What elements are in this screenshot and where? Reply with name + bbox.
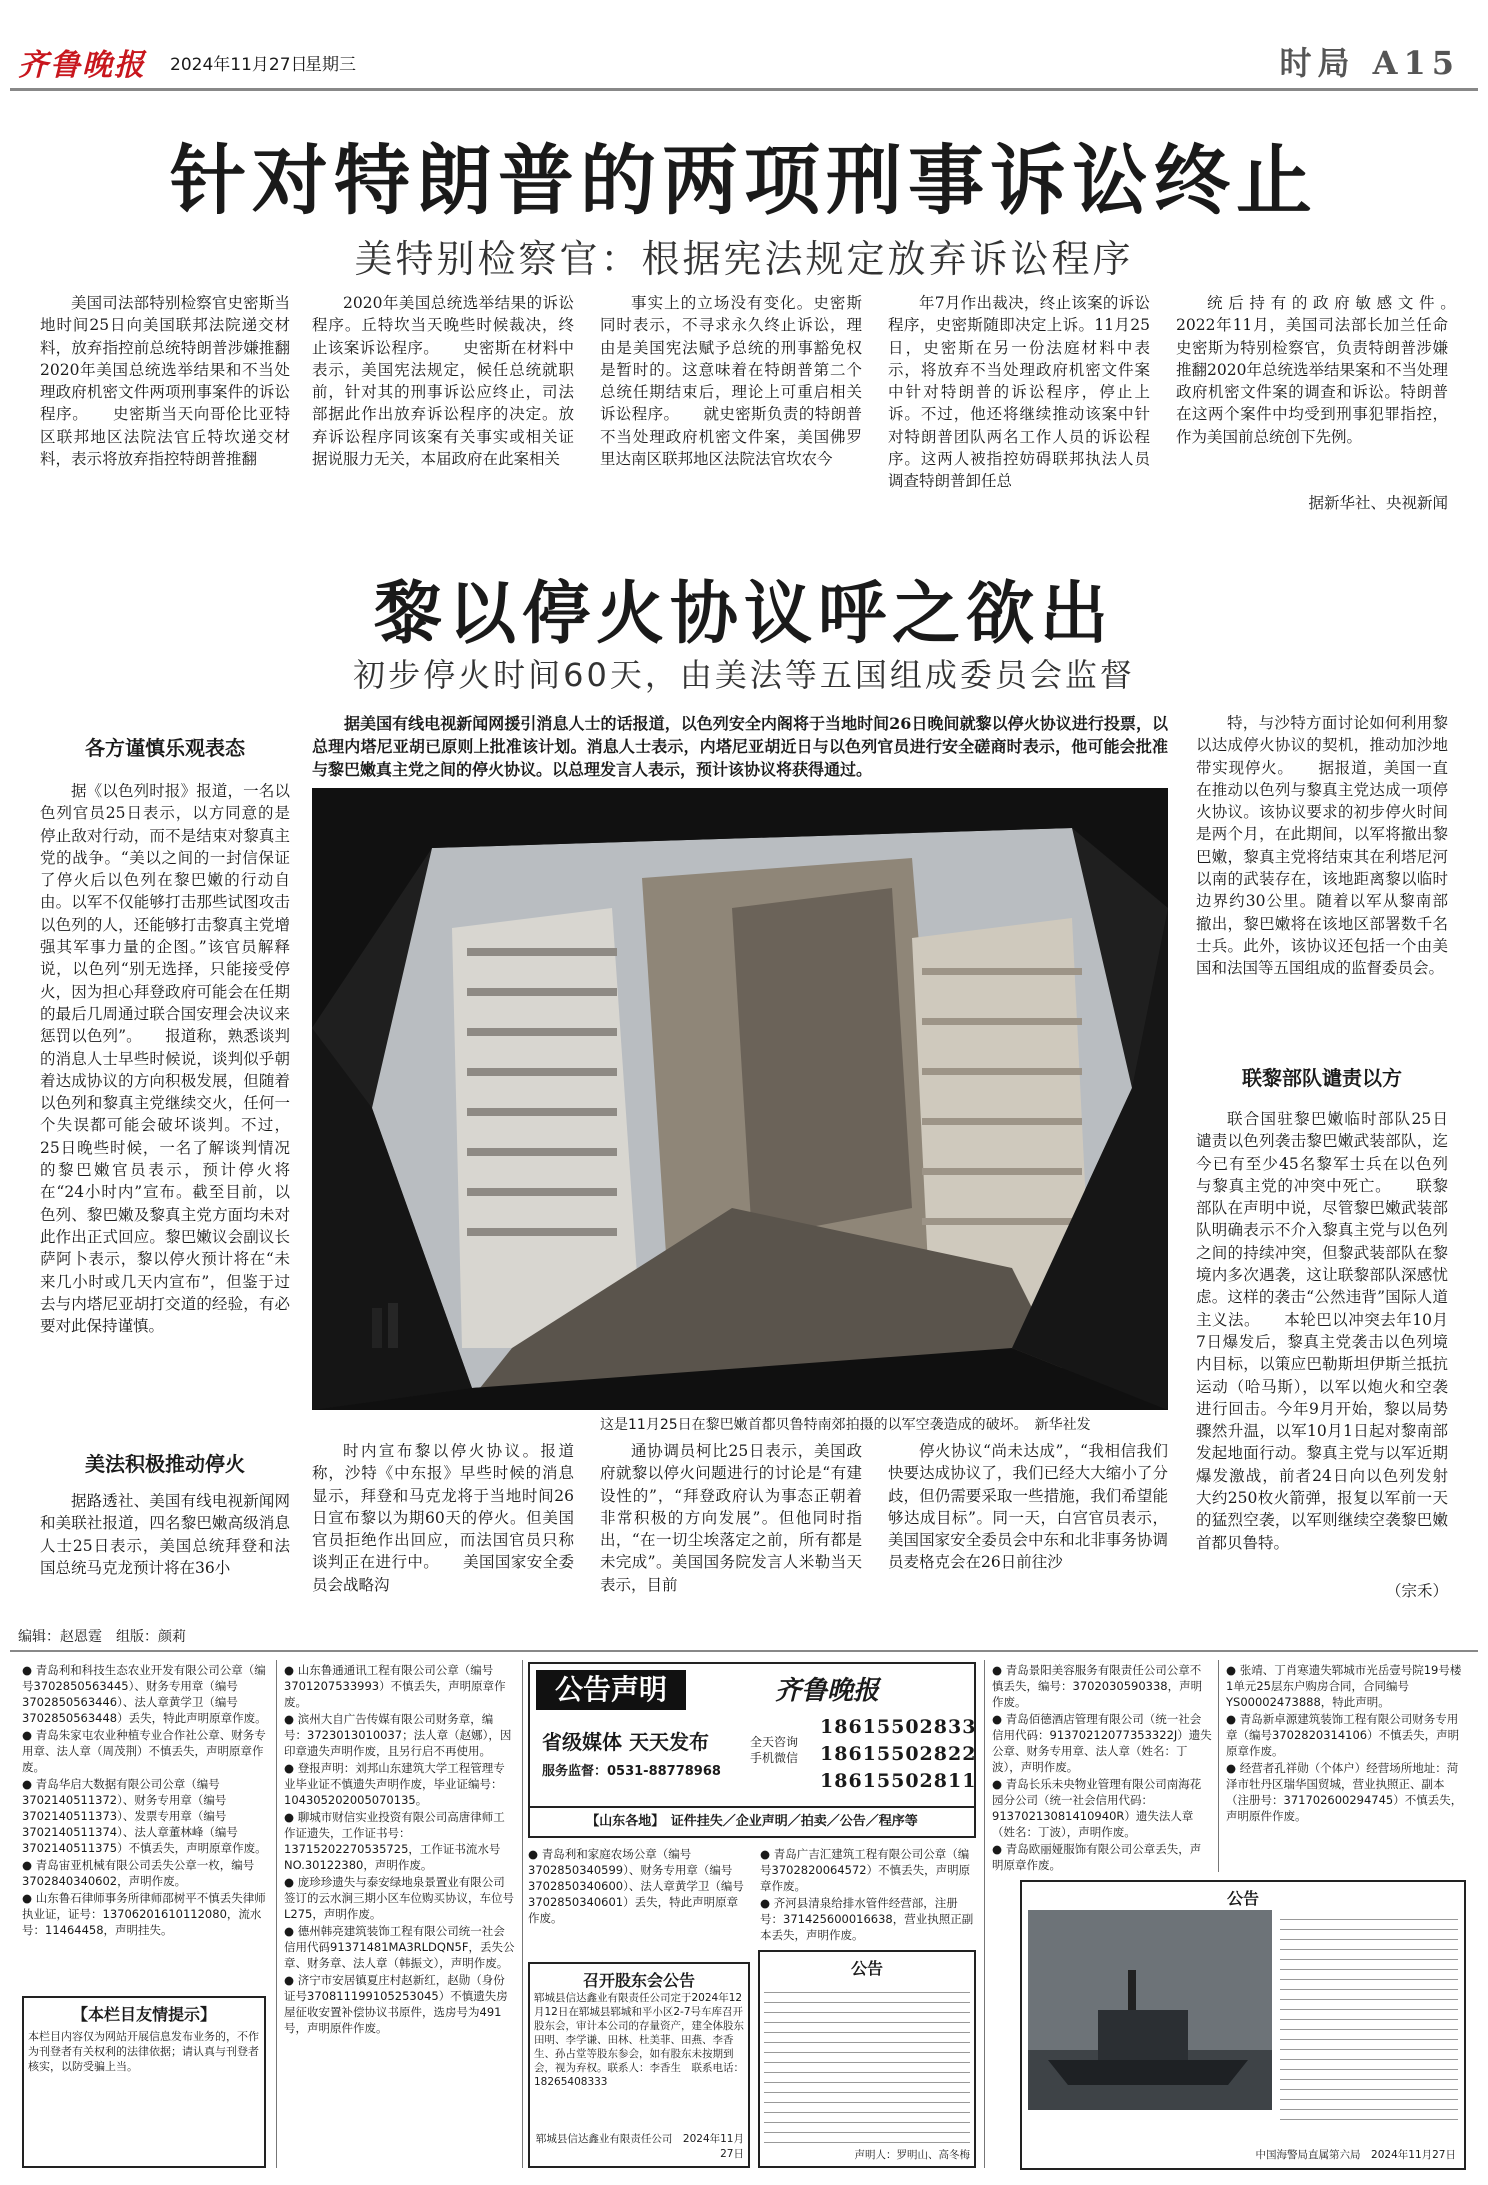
article1-col5: 统后持有的政府敏感文件。 2022年11月，美国司法部长加兰任命史密斯为特别检察官，负责特朗普涉嫌推翻2020年总统选举结果案和不当处理政府机密文件案的调查和诉讼。特朗普在这两个案件中均受到刑事犯罪指控，作为美国前总统创下先例。 — [1176, 294, 1480, 446]
ads-col1 — [22, 1662, 270, 1987]
notice3-sign: 中国海警局直属第六局 2024年11月27日 — [1255, 2149, 1456, 2161]
article2-lead: 据美国有线电视新闻网援引消息人士的话报道，以色列安全内阁将于当地时间26日晚间就黎以停火协议进行投票，以总理内塔尼亚胡已原则上批准该计划。消息人士表示，内塔尼亚胡近日与以色列官员进行安全磋商时表示，他可能会批准与黎巴嫩真主党之间的停火协议。以总理发言人表示，预计该协议将获得通过。 — [312, 714, 1168, 779]
ads-divider — [522, 1660, 523, 2168]
notice2-title: 公告 — [850, 1959, 883, 1978]
announcement-ad-box — [528, 1662, 976, 1838]
ad-item: ● 青岛长乐未央物业管理有限公司南海花园分公司（统一社会信用代码：91370213081410940R）遗失法人章（姓名：丁波），声明作废。 — [992, 1776, 1212, 1840]
ads-divider — [984, 1660, 985, 2168]
article2-right-col2: 联合国驻黎巴嫩临时部队25日谴责以色列袭击黎巴嫩武装部队，迄今已有至少45名黎军士兵在以色列与黎真主党的冲突中死亡。 联黎部队在声明中说，尽管黎巴嫩武装部队明确表示不介入黎真主党与以色列之间的持续冲突，但黎武装部队在黎境内多次遇袭，这让联黎部队深感忧虑。这样的袭击“公然违背”国际人道主义法。 本轮巴以冲突去年10月7日爆发后，黎真主党袭击以色列境内目标，以策应巴勒斯坦伊斯兰抵抗运动（哈马斯），以军以炮火和空袭进行回击。今年9月开始，黎以局势骤然升温，以军10月1日起对黎南部发起地面行动。黎真主党与以军近期爆发激战，前者24日向以色列发射大约250枚火箭弹，报复以军前一天的猛烈空袭，以军则继续空袭黎巴嫩首都贝鲁特。 — [1196, 1110, 1448, 1552]
article2-bottom-col1: 时内宣布黎以停火协议。报道称，沙特《中东报》早些时候的消息显示，拜登和马克龙将于当地时间26日宣布黎以为期60天的停火。但美国官员拒绝作出回应，而法国官员只称谈判正在进行中。 美国国家安全委员会战略沟 — [312, 1442, 574, 1594]
ads-col3b — [760, 1846, 976, 1946]
ads-col2 — [284, 1662, 516, 2168]
article2-subhead: 初步停火时间60天，由美法等五国组成委员会监督 — [353, 656, 1135, 694]
notice3-title: 公告 — [1226, 1889, 1259, 1908]
meeting-text: 郓城县信达鑫业有限责任公司定于2024年12月12日在郓城县郓城和平小区2-7号车库召开股东会，审计本公司的存量资产，建全体股东田明、李学谦、田林、杜美菲、田燕、李香生、孙占堂等股东参会，如有股东未按期到会，视为弃权。联系人：李香生 联系电话：18265408333 — [534, 1992, 744, 2088]
phone-number: 18615502811 — [820, 1770, 977, 1792]
announcement-logo: 齐鲁晚报 — [775, 1676, 880, 1706]
article2-bottom-col2: 通协调员柯比25日表示，美国政府就黎以停火问题进行的讨论是“有建设性的”，“拜登政府认为事态正朝着非常积极的方向发展”。但他同时指出，“在一切尘埃落定之前，所有都是未完成”。美国国务院发言人米勒当天表示，目前 — [600, 1442, 862, 1594]
photo-illustration — [312, 788, 1168, 1410]
masthead-rule — [10, 88, 1478, 91]
article2-headline: 黎以停火协议呼之欲出 — [373, 574, 1114, 654]
ads-col3a — [528, 1846, 748, 1956]
article1-col3: 事实上的立场没有变化。史密斯同时表示，不寻求永久终止诉讼，理由是美国宪法赋予总统的刑事豁免权是暂时的。这意味着在特朗普第二个总统任期结束后，理论上可重启相关诉讼程序。 就史密斯负责的特朗普不当处理政府机密文件案，美国佛罗里达南区联邦地区法院法官坎农今 — [600, 294, 862, 469]
meeting-title: 召开股东会公告 — [582, 1971, 695, 1990]
notice-box — [22, 1996, 266, 2168]
subhead-cautious: 各方谨慎乐观表态 — [85, 736, 245, 760]
article2-bottom-col3: 停火协议“尚未达成”，“我相信我们快要达成协议了，我们已经大大缩小了分歧，但仍需要采取一些措施，我们希望能够达成目标”。同一天，白宫官员表示，美国国家安全委员会中东和北非事务协调员麦格克会在26日前往沙 — [888, 1442, 1168, 1572]
vessel-illustration — [1028, 1910, 1272, 2110]
announcement-tagline: 省级媒体 天天发布 — [542, 1730, 709, 1754]
meeting-sign: 郓城县信达鑫业有限责任公司 2024年11月27日 — [535, 2133, 744, 2160]
notice-text: 本栏目内容仅为网站开展信息发布业务的，不作为刊登者有关权利的法律依据；请认真与刊登者核实，以防受骗上当。 — [28, 2030, 259, 2073]
subhead-unifil: 联黎部队谴责以方 — [1242, 1066, 1402, 1090]
article2-left-col: 据《以色列时报》报道，一名以色列官员25日表示，以方同意的是停止敌对行动，而不是结束对黎真主党的战争。“美以之间的一封信保证了停火后以色列在黎巴嫩的行动自由。以军不仅能够打击那些试图攻击以色列的人，还能够打击黎真主党增强其军事力量的企图。”该官员解释说，以色列“别无选择，只能接受停火，因为担心拜登政府可能会在任期的最后几周通过联合国安理会决议来惩罚以色列”。 报道称，熟悉谈判的消息人士早些时候说，谈判似乎朝着达成协议的方向积极发展，但随着以色列和黎真主党继续交火，任何一个失误都可能会破坏谈判。不过，25日晚些时候，一名了解谈判情况的黎巴嫩官员表示，预计停火将在“24小时内”宣布。截至目前，以色列、黎巴嫩及黎真主党方面均未对此作出正式回应。黎巴嫩议会副议长萨阿卜表示，黎以停火预计将在“未来几小时或几天内宣布”，但鉴于过去与内塔尼亚胡打交道的经验，有必要对此保持谨慎。 — [40, 782, 290, 1336]
notice3-text-block — [1280, 1910, 1458, 2120]
ad-item: ● 青岛佰德酒店管理有限公司（统一社会信用代码：91370212077353322J）遗失公章、财务专用章、法人章（姓名：丁波），声明作废。 — [992, 1711, 1212, 1775]
ad-item: ● 德州韩亮建筑装饰工程有限公司统一社会信用代码91371481MA3RLDQN5F，丢失公章、财务章、法人章（韩振文），声明作废。 — [284, 1923, 516, 1971]
ad-item: ● 滨州大自广告传媒有限公司财务章，编号：3723013010037；法人章（赵娜），因印章遗失声明作废，且另行启不再使用。 — [284, 1711, 516, 1759]
ad-item: ● 聊城市财信实业投资有限公司高唐律师工作证遗失，工作证书号：13715202270535725，工作证书流水号NO.30122380，声明作废。 — [284, 1809, 516, 1873]
section-page: 时局 A15 — [1279, 44, 1460, 82]
article1-col2: 2020年美国总统选举结果的诉讼程序。丘特坎当天晚些时候裁决，终止该案诉讼程序。 史密斯在材料中表示，美国宪法规定，候任总统就职前，针对其的刑事诉讼应终止，司法部据此作出放弃诉讼程序的决定。放弃诉讼程序同该案有关事实或相关证据说服力无关，本届政府在此案相关 — [312, 294, 574, 469]
ad-item: ● 山东鲁通通讯工程有限公司公章（编号3701207533993）不慎丢失，声明原章作废。 — [284, 1662, 516, 1710]
ad-item: ● 青岛利和家庭农场公章（编号3702850340599）、财务专用章（编号3702850340600）、法人章黄学卫（编号3702850340601）丢失，特此声明原章作废。 — [528, 1846, 748, 1926]
ads-divider — [276, 1660, 277, 2168]
ad-item: ● 张靖、丁肖寒遗失郓城市光岳壹号院19号楼1单元25层东户购房合同，合同编号YS00002473888，特此声明。 — [1226, 1662, 1466, 1710]
public-notice-2 — [758, 1950, 976, 2168]
ad-item: ● 青岛景阳美容服务有限责任公司公章不慎丢失，编号：3702030590338，声明作废。 — [992, 1662, 1212, 1710]
issue-date: 2024年11月27日 — [170, 55, 308, 75]
article1-source: 据新华社、央视新闻 — [1308, 494, 1448, 512]
subhead-us-france: 美法积极推动停火 — [85, 1452, 245, 1476]
article1-subhead: 美特别检察官：根据宪法规定放弃诉讼程序 — [354, 237, 1134, 281]
notice2-text-block — [764, 1983, 970, 2143]
ad-item: ● 山东鲁石律师事务所律师邵树平不慎丢失律师执业证，证号：13706201610112080，流水号：11464458，声明挂失。 — [22, 1890, 270, 1938]
ads-col5 — [992, 1662, 1212, 1882]
ad-item: ● 青岛新卓源建筑装饰工程有限公司财务专用章（编号3702820314106）不慎丢失，声明原章作废。 — [1226, 1711, 1466, 1759]
editor-credit: 编辑：赵恩霆 组版：颜莉 — [18, 1629, 186, 1645]
ad-item: ● 青岛利和科技生态农业开发有限公司公章（编号3702850563445）、财务专用章（编号3702850563446）、法人章黄学卫（编号3702850563448）丢失，特此声明原章作废。 — [22, 1662, 270, 1726]
article2-left-col2: 据路透社、美国有线电视新闻网和美联社报道，四名黎巴嫩高级消息人士25日表示，美国总统拜登和法国总统马克龙预计将在36小 — [40, 1492, 290, 1577]
ad-item: ● 庞珍珍遗失与泰安绿地泉景置业有限公司签订的云水涧三期小区车位购买协议，车位号L275，声明作废。 — [284, 1874, 516, 1922]
announcement-contact-label: 全天咨询 手机微信 — [750, 1735, 799, 1765]
phone-number: 18615502833 — [820, 1716, 977, 1738]
ad-item: ● 青岛华启大数据有限公司公章（编号3702140511372）、财务专用章（编号3702140511373）、发票专用章（编号3702140511374）、法人章董林峰（编号3702140511375）不慎丢失，声明原章作废。 — [22, 1776, 270, 1856]
beirut-destruction-photo — [312, 788, 1168, 1410]
notice2-sign: 声明人：罗明山、高冬梅 — [854, 2149, 970, 2161]
article1-col1: 美国司法部特别检察官史密斯当地时间25日向美国联邦法院递交材料，放弃指控前总统特朗普涉嫌推翻2020年美国总统选举结果和不当处理政府机密文件两项刑事案件的诉讼程序。 史密斯当天向哥伦比亚特区联邦地区法院法官丘特坎递交材料，表示将放弃指控特朗普推翻 — [40, 294, 290, 469]
announcement-title: 公告声明 — [536, 1670, 686, 1710]
newspaper-logo: 齐鲁晚报 — [18, 48, 146, 83]
article2-author: （宗禾） — [1385, 1582, 1448, 1600]
announcement-category-bar: 【山东各地】 证件挂失／企业声明／拍卖／公告／程序等 — [530, 1806, 974, 1836]
ad-item: ● 齐河县清泉给排水管件经营部，注册号：371425600016638，营业执照正副本丢失，声明作废。 — [760, 1895, 976, 1943]
ad-item: ● 青岛广吉汇建筑工程有限公司公章（编号3702820064572）不慎丢失，声明原章作废。 — [760, 1846, 976, 1894]
phone-number: 18615502822 — [820, 1743, 977, 1765]
photo-caption: 这是11月25日在黎巴嫩首都贝鲁特南郊拍摄的以军空袭造成的破坏。 新华社发 — [600, 1417, 1091, 1433]
article1-headline: 针对特朗普的两项刑事诉讼终止 — [170, 136, 1318, 225]
vessel-photo — [1028, 1910, 1272, 2110]
ads-col6 — [1226, 1662, 1466, 1872]
public-notice-3 — [1020, 1880, 1466, 2170]
announcement-service-line: 服务监督：0531-88778968 — [542, 1764, 721, 1779]
ad-item: ● 青岛宙亚机械有限公司丢失公章一枚，编号3702840340602，声明作废。 — [22, 1857, 270, 1889]
ad-item: ● 济宁市安居镇夏庄村赵新红，赵勋（身份证号370811199105253045）不慎遗失房屋征收安置补偿协议书原件，选房号为491号，声明原件作废。 — [284, 1972, 516, 2036]
ads-divider — [1218, 1660, 1219, 1872]
article1-col4: 年7月作出裁决，终止该案的诉讼程序，史密斯随即决定上诉。11月25日，史密斯在另一份法庭材料中表示，将放弃不当处理政府机密文件案中针对特朗普的诉讼程序，停止上诉。不过，他还将继续推动该案中针对特朗普团队两名工作人员的诉讼程序。这两人被指控妨碍联邦执法人员调查特朗普卸任总 — [888, 294, 1150, 491]
shareholder-meeting-notice — [528, 1962, 750, 2168]
editor-rule — [10, 1650, 1478, 1652]
ad-item: ● 青岛朱家屯农业种植专业合作社公章、财务专用章、法人章（周茂荆）不慎丢失，声明原章作废。 — [22, 1727, 270, 1775]
ad-item: ● 经营者孔祥勋（个体户）经营场所地址：菏泽市牡丹区瑞华国贸城，营业执照正、副本（注册号：371702600294745）不慎丢失，声明原件作废。 — [1226, 1760, 1466, 1824]
ad-item: ● 青岛欧丽娅服饰有限公司公章丢失，声明原章作废。 — [992, 1841, 1212, 1873]
ad-item: ● 登报声明：刘邦山东建筑大学工程管理专业毕业证不慎遗失声明作废，毕业证编号：104305202005070135。 — [284, 1760, 516, 1808]
announcement-phones — [820, 1714, 976, 1795]
notice-title: 【本栏目友情提示】 — [71, 2005, 216, 2024]
article2-right-col: 特，与沙特方面讨论如何利用黎以达成停火协议的契机，推动加沙地带实现停火。 据报道，美国一直在推动以色列与黎真主党达成一项停火协议。该协议要求的初步停火时间是两个月，在此期间，以军将撤出黎巴嫩，黎真主党将结束其在利塔尼河以南的武装存在，该地距离黎以临时边界约30公里。随着以军从黎南部撤出，黎巴嫩将在该地区部署数千名士兵。此外，该协议还包括一个由美国和法国等五国组成的监督委员会。 — [1196, 714, 1448, 978]
issue-weekday: 星期三 — [305, 55, 356, 75]
